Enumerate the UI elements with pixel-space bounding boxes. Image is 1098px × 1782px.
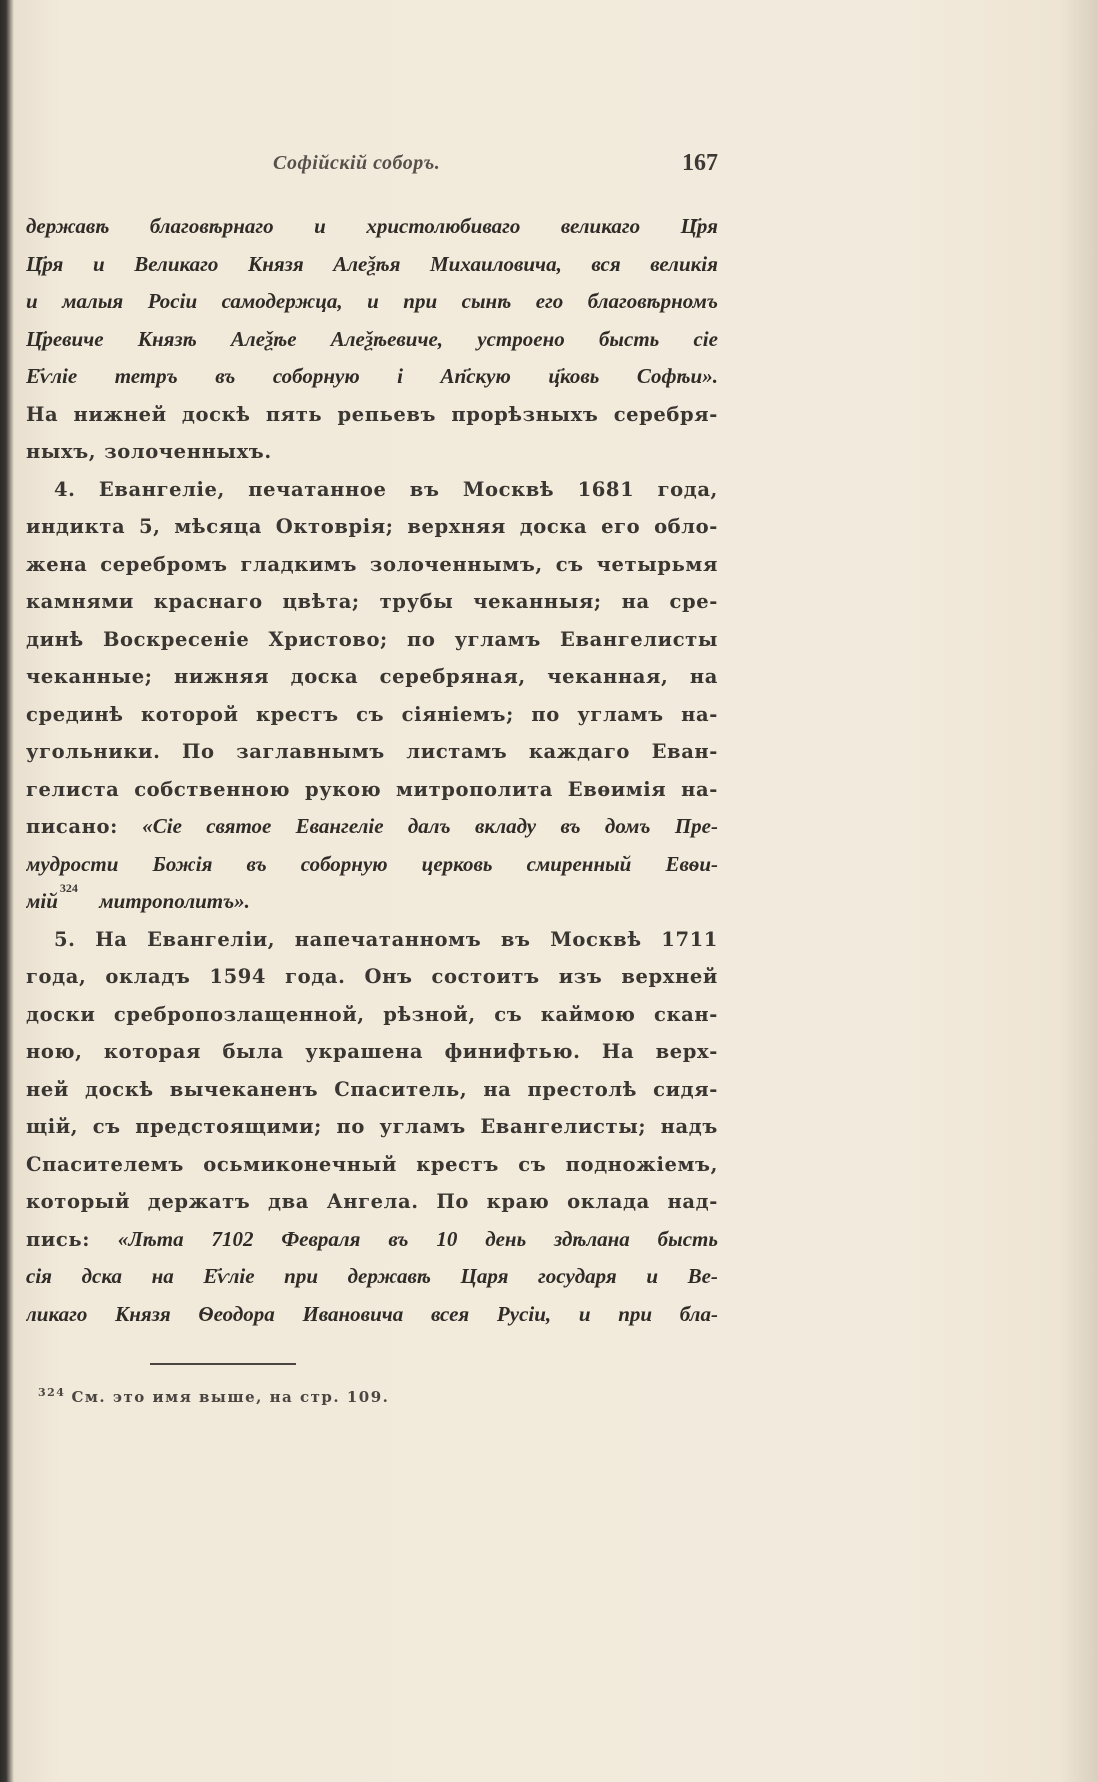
word: благовѣрномъ <box>587 289 718 313</box>
page-number: 167 <box>682 150 718 176</box>
text-line <box>26 471 718 509</box>
word: серебряная, <box>379 665 526 688</box>
word: мій$^{324}$ <box>26 883 78 913</box>
word: Евѳи- <box>665 851 718 876</box>
word: вкладу <box>474 814 537 838</box>
word: над- <box>667 1190 718 1213</box>
word: на- <box>681 777 718 801</box>
word: Спасителемъ <box>26 1152 184 1176</box>
word: 4. <box>54 477 76 501</box>
word: его <box>601 515 641 538</box>
word: ц҃ковь <box>548 364 600 388</box>
word: Царя <box>460 1264 509 1288</box>
word: митрополита <box>396 777 553 801</box>
word: Евангеліе, <box>98 477 225 501</box>
word: Ц҃ря <box>680 214 718 238</box>
word: далъ <box>407 814 451 838</box>
word: камнями <box>26 590 134 613</box>
text-line <box>26 658 718 696</box>
word: на <box>621 590 650 613</box>
word: На <box>95 927 128 951</box>
word: сіяніемъ; <box>401 702 514 726</box>
word: въ <box>500 927 531 951</box>
word: рѣзной, <box>383 1002 476 1026</box>
word: мѣсяца <box>174 515 262 538</box>
word: изъ <box>558 965 603 988</box>
word: и <box>646 1264 658 1288</box>
word: Князя <box>247 251 304 276</box>
text-line <box>26 1258 718 1296</box>
word: нижней <box>73 402 167 426</box>
word: сія <box>26 1264 52 1288</box>
word: на <box>483 1077 512 1101</box>
word: Воскресеніе <box>102 627 250 651</box>
word: Еван- <box>651 740 718 763</box>
text-line <box>26 621 718 659</box>
word: На <box>26 402 59 426</box>
text-line <box>26 1033 718 1071</box>
word: Спаситель, <box>334 1077 468 1101</box>
word: Февраля <box>281 1226 361 1251</box>
word: года, <box>657 477 718 501</box>
word: Евангелисты; <box>480 1115 647 1138</box>
word: доскѣ <box>85 1077 154 1101</box>
text-line <box>26 208 718 246</box>
word: Михаиловича, <box>429 251 562 276</box>
word: обло- <box>654 515 718 538</box>
word: гелиста <box>26 777 120 801</box>
word: и <box>367 289 379 313</box>
word: 1594 <box>209 965 267 988</box>
word: чеканная, <box>547 665 669 688</box>
word: срединѣ <box>26 702 124 726</box>
running-title: Софійскій соборъ. <box>273 152 441 174</box>
word: которой <box>141 702 239 726</box>
text-line <box>26 283 718 321</box>
body-text <box>26 208 718 1333</box>
word: доска <box>519 515 588 538</box>
word: краснаго <box>153 590 263 613</box>
word: Евангеліе <box>295 814 384 838</box>
word: Ивановича <box>302 1301 404 1326</box>
word: домъ <box>604 814 651 838</box>
text-line <box>26 1296 718 1334</box>
word: державѣ <box>26 214 110 238</box>
text-line <box>26 808 718 846</box>
word: пять <box>265 402 323 426</box>
word: Пре- <box>674 814 718 838</box>
word: собственною <box>134 777 291 801</box>
word: и <box>578 1301 591 1326</box>
word: Софѣи». <box>636 364 718 388</box>
word: і <box>397 364 404 388</box>
text-line <box>26 958 718 996</box>
word: здѣлана <box>554 1226 630 1251</box>
word: устроено <box>477 326 565 351</box>
word: 5. <box>54 927 76 951</box>
word: Росіи <box>147 289 198 313</box>
word: бысть <box>657 1226 718 1251</box>
word: угламъ <box>379 1115 466 1138</box>
word: финифтью. <box>444 1040 581 1063</box>
word: щій, <box>26 1115 79 1138</box>
word: цвѣта; <box>282 590 360 613</box>
word: по <box>336 1115 365 1138</box>
word: 1711 <box>661 927 718 951</box>
text-line <box>26 546 718 584</box>
word: надъ <box>660 1115 718 1138</box>
text-line <box>26 771 718 809</box>
word: крестъ <box>416 1152 499 1176</box>
word: бла- <box>679 1301 718 1326</box>
word: сіе <box>693 326 718 351</box>
word: соборную <box>272 364 360 388</box>
word: Алеѯѣе <box>230 326 297 351</box>
text-line <box>26 246 718 284</box>
word: заглавнымъ <box>236 740 385 763</box>
word: день <box>485 1226 527 1251</box>
page-header <box>28 150 728 184</box>
word: угламъ <box>577 702 664 726</box>
word: угламъ <box>454 627 541 651</box>
word: 7102 <box>211 1226 254 1251</box>
word: писано: <box>26 815 118 838</box>
word: угольники. <box>26 740 161 763</box>
word: мудрости <box>26 851 119 876</box>
footnote-reference: 324 <box>59 883 78 895</box>
text-line <box>26 396 718 434</box>
text-line <box>26 358 718 396</box>
word: въ <box>246 851 267 876</box>
word: вся <box>591 251 621 276</box>
word: четырьмя <box>596 552 718 576</box>
word: на <box>151 1264 174 1288</box>
text-line <box>26 921 718 959</box>
word: два <box>268 1190 310 1213</box>
text-line <box>26 321 718 359</box>
text-line <box>26 1108 718 1146</box>
word: крестъ <box>255 702 339 726</box>
word: Князя <box>115 1301 171 1326</box>
word: на <box>689 665 718 688</box>
word: нижняя <box>173 665 270 688</box>
word: Ангела. <box>326 1190 419 1213</box>
word: серебря- <box>613 402 718 426</box>
word: съ <box>494 1002 523 1026</box>
word: трубы <box>379 590 454 613</box>
word: бысть <box>598 326 660 351</box>
word: динѣ <box>26 627 84 651</box>
word: тетръ <box>114 364 178 388</box>
word: пись: <box>26 1227 91 1251</box>
footnote-text: См. это имя выше, на стр. 109. <box>71 1388 390 1406</box>
word: была <box>222 1040 284 1063</box>
word: по <box>406 627 436 651</box>
word: Князѣ <box>137 326 197 351</box>
word: съ <box>356 702 385 726</box>
word: Октоврія; <box>275 515 394 538</box>
word: Ап҃скую <box>440 364 511 388</box>
text-line <box>26 508 718 546</box>
word: краю <box>486 1190 550 1213</box>
text-line <box>26 1221 718 1259</box>
word: печатанное <box>248 477 387 501</box>
word: По <box>182 740 215 763</box>
word: Ве- <box>687 1264 718 1288</box>
word: дска <box>81 1264 122 1288</box>
word: Алеѯѣевиче, <box>330 326 444 351</box>
word: доски <box>26 1002 96 1026</box>
word: и <box>26 289 38 313</box>
word: сре- <box>669 590 718 613</box>
word: сынѣ <box>461 289 512 313</box>
word: митрополитъ». <box>99 889 250 913</box>
word: На <box>601 1040 635 1063</box>
word: золоченныхъ. <box>104 440 272 463</box>
word: осьмиконечный <box>203 1152 397 1176</box>
word: государя <box>538 1264 617 1288</box>
text-line <box>26 1183 718 1221</box>
space <box>78 883 91 921</box>
word: съ <box>518 1152 547 1176</box>
word: чеканные; <box>26 665 153 688</box>
word: на- <box>681 702 718 726</box>
word: сидя- <box>653 1077 718 1101</box>
word: Русіи, <box>496 1301 552 1326</box>
word: смиренный <box>526 851 632 876</box>
word: ликаго <box>26 1301 88 1326</box>
word: Евѳимія <box>567 777 667 801</box>
word: его <box>535 289 564 313</box>
word: и <box>314 214 326 238</box>
word: великаго <box>560 214 641 238</box>
word: Христово; <box>268 627 388 651</box>
word: предстоящими; <box>135 1115 322 1138</box>
word: состоитъ <box>431 965 540 988</box>
word: державѣ <box>347 1264 431 1288</box>
word: Москвѣ <box>462 477 555 501</box>
footnote-mark: 324 <box>38 1386 66 1399</box>
word: По <box>436 1190 469 1213</box>
word: чеканныя; <box>473 590 602 613</box>
word: 10 <box>436 1226 458 1251</box>
word: верхней <box>621 965 718 988</box>
word: напечатанномъ <box>294 927 482 951</box>
word: въ <box>215 364 236 388</box>
word: верх- <box>655 1040 718 1063</box>
word: святое <box>206 814 272 838</box>
word: скан- <box>654 1002 718 1026</box>
word: по <box>531 702 560 726</box>
word: престолѣ <box>527 1077 638 1101</box>
text-line <box>26 433 718 471</box>
word: которая <box>103 1040 201 1063</box>
word: держатъ <box>147 1190 251 1213</box>
word: благовѣрнаго <box>149 214 274 238</box>
footnote-rule <box>150 1363 296 1365</box>
word: великія <box>650 251 718 276</box>
text-line <box>26 1071 718 1109</box>
word: при <box>618 1301 653 1326</box>
word: «Сіе <box>142 814 182 838</box>
footnote <box>38 1388 389 1406</box>
word: рукою <box>304 777 382 801</box>
word: при <box>284 1264 318 1288</box>
word: самодержца, <box>221 289 343 313</box>
word: Москвѣ <box>550 927 642 951</box>
word: Е҃ѵліе <box>203 1264 255 1288</box>
text-line <box>26 1146 718 1184</box>
word: листамъ <box>406 740 508 763</box>
word: и <box>92 251 105 276</box>
text-line <box>26 696 718 734</box>
word: Ц҃ря <box>26 251 64 276</box>
word: гладкимъ <box>240 552 358 576</box>
word: церковь <box>421 851 493 876</box>
word: года, <box>26 965 87 988</box>
word: 5, <box>139 515 161 538</box>
word: репьевъ <box>337 402 437 426</box>
word: ныхъ, <box>26 440 97 463</box>
word: христолюбиваго <box>366 214 521 238</box>
word: который <box>26 1190 131 1213</box>
word: подножіемъ, <box>565 1152 718 1176</box>
word: доска <box>290 665 359 688</box>
text-line <box>26 883 718 921</box>
word: верхняя <box>407 515 506 538</box>
word: Онъ <box>364 965 413 988</box>
word: сребропозлащенной, <box>113 1002 365 1026</box>
word: доскѣ <box>181 402 251 426</box>
word: каймою <box>540 1002 636 1026</box>
word: украшена <box>305 1040 424 1063</box>
word: Евангелисты <box>560 627 718 651</box>
text-line <box>26 583 718 621</box>
text-line <box>26 996 718 1034</box>
word: Е҃ѵліе <box>26 364 78 388</box>
word: Божія <box>152 851 213 876</box>
word: ною, <box>26 1040 83 1063</box>
word: въ <box>409 477 440 501</box>
word: въ <box>388 1226 409 1251</box>
word: малыя <box>62 289 124 313</box>
word: 1681 <box>577 477 635 501</box>
word: всея <box>430 1301 470 1326</box>
word: соборную <box>300 851 388 876</box>
word: Евангеліи, <box>147 927 276 951</box>
word: оклада <box>567 1190 650 1213</box>
text-line <box>26 733 718 771</box>
word: прорѣзныхъ <box>451 402 599 426</box>
word: серебромъ <box>100 552 228 576</box>
word: каждаго <box>528 740 631 763</box>
word: вычеканенъ <box>169 1077 319 1101</box>
word: года. <box>285 965 346 988</box>
word: Ѳеодора <box>198 1301 275 1326</box>
word: индикта <box>26 515 126 538</box>
word: при <box>403 289 438 313</box>
word: Ц҃ревиче <box>26 326 104 351</box>
word: «Лѣта <box>117 1226 184 1251</box>
word: въ <box>560 814 581 838</box>
word: жена <box>26 552 88 576</box>
word: съ <box>92 1115 121 1138</box>
word: ней <box>26 1077 69 1101</box>
word: Великаго <box>134 251 219 276</box>
word: Алеѯѣя <box>333 251 401 276</box>
word: золоченнымъ, <box>369 552 543 576</box>
word: окладъ <box>105 965 191 988</box>
text-line <box>26 846 718 884</box>
word: съ <box>555 552 584 576</box>
